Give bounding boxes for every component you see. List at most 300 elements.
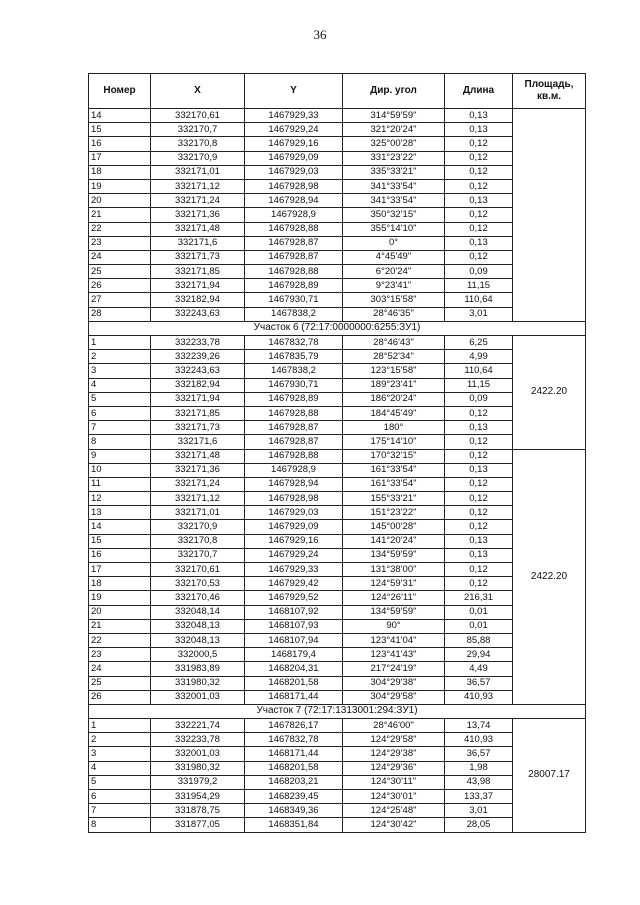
coordinates-table: [88, 73, 586, 833]
coord-x: 332170,7: [151, 548, 245, 562]
coord-x: 332001,03: [151, 747, 245, 761]
segment-length: 11,15: [445, 378, 513, 392]
table-row: [89, 690, 586, 704]
table-row: [89, 747, 586, 761]
table-row: [89, 804, 586, 818]
coord-y: 1467928,88: [245, 449, 343, 463]
segment-length: 6,25: [445, 336, 513, 350]
coord-x: 332171,24: [151, 194, 245, 208]
point-number: 5: [89, 392, 151, 406]
table-body: [89, 109, 586, 833]
direction-angle: 335°33'21": [343, 165, 445, 179]
point-number: 13: [89, 506, 151, 520]
coord-y: 1467929,33: [245, 563, 343, 577]
direction-angle: 123°15'58": [343, 364, 445, 378]
area-value: [513, 109, 586, 322]
coord-x: 332170,8: [151, 137, 245, 151]
segment-length: 3,01: [445, 307, 513, 321]
coord-x: 332048,13: [151, 633, 245, 647]
table-row: [89, 563, 586, 577]
segment-length: 0,12: [445, 577, 513, 591]
direction-angle: 304°29'58": [343, 690, 445, 704]
coord-x: 332243,63: [151, 307, 245, 321]
coord-x: 332182,94: [151, 378, 245, 392]
point-number: 11: [89, 477, 151, 491]
coord-x: 331877,05: [151, 818, 245, 832]
point-number: 18: [89, 165, 151, 179]
table-row: [89, 293, 586, 307]
direction-angle: 175°14'10": [343, 435, 445, 449]
segment-length: 0,09: [445, 392, 513, 406]
coord-y: 1467928,98: [245, 492, 343, 506]
table-row: [89, 222, 586, 236]
coord-y: 1467928,98: [245, 179, 343, 193]
segment-length: 43,98: [445, 775, 513, 789]
table-row: [89, 520, 586, 534]
direction-angle: 134°59'59": [343, 548, 445, 562]
coord-y: 1467826,17: [245, 719, 343, 733]
point-number: 23: [89, 648, 151, 662]
coord-y: 1468351,84: [245, 818, 343, 832]
segment-length: 0,12: [445, 137, 513, 151]
coord-y: 1468171,44: [245, 747, 343, 761]
direction-angle: 124°59'31": [343, 577, 445, 591]
point-number: 16: [89, 548, 151, 562]
direction-angle: 131°38'00": [343, 563, 445, 577]
coord-y: 1468107,94: [245, 633, 343, 647]
table-row: [89, 676, 586, 690]
segment-length: 0,12: [445, 179, 513, 193]
table-row: [89, 179, 586, 193]
point-number: 28: [89, 307, 151, 321]
table-row: [89, 619, 586, 633]
coord-x: 332171,24: [151, 477, 245, 491]
point-number: 3: [89, 364, 151, 378]
table-row: [89, 435, 586, 449]
segment-length: 0,12: [445, 151, 513, 165]
header-number: Номер: [89, 74, 151, 109]
point-number: 12: [89, 492, 151, 506]
segment-length: 0,12: [445, 449, 513, 463]
table-row: [89, 633, 586, 647]
coord-y: 1467928,88: [245, 406, 343, 420]
segment-length: 0,13: [445, 194, 513, 208]
page-number: 36: [313, 27, 327, 42]
point-number: 20: [89, 194, 151, 208]
table-header: [89, 74, 586, 109]
segment-length: 1,98: [445, 761, 513, 775]
point-number: 3: [89, 747, 151, 761]
direction-angle: 6°20'24": [343, 265, 445, 279]
direction-angle: 303°15'58": [343, 293, 445, 307]
coord-x: 332170,53: [151, 577, 245, 591]
segment-length: 0,13: [445, 548, 513, 562]
coord-x: 332048,14: [151, 605, 245, 619]
point-number: 6: [89, 790, 151, 804]
coord-y: 1467928,87: [245, 435, 343, 449]
segment-length: 13,74: [445, 719, 513, 733]
coord-x: 332221,74: [151, 719, 245, 733]
section-title: Участок 6 (72:17:0000000:6255:ЗУ1): [89, 321, 586, 335]
table-row: [89, 662, 586, 676]
coord-x: 332170,7: [151, 123, 245, 137]
table-row: [89, 492, 586, 506]
table-row: [89, 463, 586, 477]
segment-length: 0,13: [445, 421, 513, 435]
segment-length: 0,12: [445, 563, 513, 577]
direction-angle: 124°29'58": [343, 733, 445, 747]
table-row: [89, 719, 586, 733]
coord-x: 332171,48: [151, 449, 245, 463]
area-value: 28007.17: [513, 719, 586, 833]
direction-angle: 28°52'34": [343, 350, 445, 364]
direction-angle: 304°29'38": [343, 676, 445, 690]
coord-x: 332048,13: [151, 619, 245, 633]
direction-angle: 180°: [343, 421, 445, 435]
direction-angle: 124°30'01": [343, 790, 445, 804]
coord-x: 332171,01: [151, 506, 245, 520]
segment-length: 0,12: [445, 435, 513, 449]
point-number: 22: [89, 222, 151, 236]
segment-length: 0,12: [445, 165, 513, 179]
direction-angle: 155°33'21": [343, 492, 445, 506]
segment-length: 0,13: [445, 236, 513, 250]
coord-x: 332171,36: [151, 208, 245, 222]
point-number: 4: [89, 378, 151, 392]
coord-x: 332239,26: [151, 350, 245, 364]
direction-angle: 0°: [343, 236, 445, 250]
point-number: 18: [89, 577, 151, 591]
coord-x: 332001,03: [151, 690, 245, 704]
direction-angle: 124°29'36": [343, 761, 445, 775]
coord-x: 332171,94: [151, 279, 245, 293]
coord-y: 1467928,88: [245, 222, 343, 236]
coord-x: 332171,6: [151, 236, 245, 250]
coord-x: 331878,75: [151, 804, 245, 818]
point-number: 9: [89, 449, 151, 463]
coord-y: 1467929,33: [245, 109, 343, 123]
coord-y: 1468201,58: [245, 676, 343, 690]
point-number: 14: [89, 109, 151, 123]
coord-x: 332171,12: [151, 179, 245, 193]
coord-x: 332000,5: [151, 648, 245, 662]
coord-y: 1467928,94: [245, 194, 343, 208]
coord-y: 1467928,89: [245, 392, 343, 406]
coord-x: 331980,32: [151, 676, 245, 690]
coord-x: 331979,2: [151, 775, 245, 789]
coord-y: 1467835,79: [245, 350, 343, 364]
direction-angle: 189°23'41": [343, 378, 445, 392]
table-row: [89, 208, 586, 222]
point-number: 19: [89, 591, 151, 605]
direction-angle: 341°33'54": [343, 179, 445, 193]
point-number: 14: [89, 520, 151, 534]
segment-length: 4,99: [445, 350, 513, 364]
point-number: 24: [89, 250, 151, 264]
segment-length: 110,64: [445, 293, 513, 307]
table-row: [89, 109, 586, 123]
point-number: 22: [89, 633, 151, 647]
segment-length: 36,57: [445, 747, 513, 761]
point-number: 17: [89, 151, 151, 165]
direction-angle: 314°59'59": [343, 109, 445, 123]
coord-x: 332171,94: [151, 392, 245, 406]
point-number: 16: [89, 137, 151, 151]
coord-x: 332170,8: [151, 534, 245, 548]
table-row: [89, 534, 586, 548]
coord-x: 332171,85: [151, 406, 245, 420]
direction-angle: 161°33'54": [343, 463, 445, 477]
segment-length: 0,12: [445, 406, 513, 420]
coord-y: 1468203,21: [245, 775, 343, 789]
table-row: [89, 279, 586, 293]
direction-angle: 145°00'28": [343, 520, 445, 534]
direction-angle: 350°32'15": [343, 208, 445, 222]
coord-x: 332170,46: [151, 591, 245, 605]
table-row: [89, 123, 586, 137]
coord-x: 332171,6: [151, 435, 245, 449]
coord-x: 332171,73: [151, 250, 245, 264]
direction-angle: 186°20'24": [343, 392, 445, 406]
segment-length: 0,13: [445, 123, 513, 137]
header-angle: Дир. угол: [343, 74, 445, 109]
coord-x: 332171,01: [151, 165, 245, 179]
direction-angle: 124°30'11": [343, 775, 445, 789]
coord-y: 1467929,52: [245, 591, 343, 605]
coord-x: 332182,94: [151, 293, 245, 307]
point-number: 7: [89, 804, 151, 818]
table-row: [89, 449, 586, 463]
coord-y: 1467928,88: [245, 265, 343, 279]
segment-length: 216,31: [445, 591, 513, 605]
coord-y: 1468171,44: [245, 690, 343, 704]
table-row: [89, 265, 586, 279]
coord-y: 1467930,71: [245, 293, 343, 307]
table-row: [89, 336, 586, 350]
direction-angle: 28°46'43": [343, 336, 445, 350]
area-value: 2422.20: [513, 449, 586, 704]
coord-y: 1468204,31: [245, 662, 343, 676]
segment-length: 0,12: [445, 520, 513, 534]
point-number: 6: [89, 406, 151, 420]
coord-y: 1468107,93: [245, 619, 343, 633]
table-row: [89, 775, 586, 789]
table-row: [89, 236, 586, 250]
point-number: 8: [89, 818, 151, 832]
coord-x: 332170,61: [151, 563, 245, 577]
coord-x: 332170,9: [151, 151, 245, 165]
coord-y: 1467929,09: [245, 520, 343, 534]
direction-angle: 325°00'28": [343, 137, 445, 151]
direction-angle: 4°45'49": [343, 250, 445, 264]
table-row: [89, 591, 586, 605]
coord-y: 1468107,92: [245, 605, 343, 619]
segment-length: 0,12: [445, 477, 513, 491]
direction-angle: 217°24'19": [343, 662, 445, 676]
point-number: 15: [89, 534, 151, 548]
coord-y: 1467929,16: [245, 534, 343, 548]
table-row: [89, 818, 586, 832]
coord-x: 331983,89: [151, 662, 245, 676]
direction-angle: 134°59'59": [343, 605, 445, 619]
segment-length: 29,94: [445, 648, 513, 662]
table-row: [89, 761, 586, 775]
area-value: 2422.20: [513, 336, 586, 450]
point-number: 25: [89, 265, 151, 279]
coord-y: 1467832,78: [245, 336, 343, 350]
table-row: [89, 350, 586, 364]
point-number: 21: [89, 208, 151, 222]
section-row: [89, 321, 586, 335]
point-number: 26: [89, 279, 151, 293]
table-row: [89, 790, 586, 804]
coord-y: 1467929,42: [245, 577, 343, 591]
coord-y: 1467929,24: [245, 548, 343, 562]
point-number: 10: [89, 463, 151, 477]
point-number: 27: [89, 293, 151, 307]
table-row: [89, 733, 586, 747]
table-row: [89, 378, 586, 392]
coord-x: 331980,32: [151, 761, 245, 775]
segment-length: 0,13: [445, 463, 513, 477]
direction-angle: 321°20'24": [343, 123, 445, 137]
coord-y: 1467928,9: [245, 208, 343, 222]
coord-y: 1467929,03: [245, 506, 343, 520]
point-number: 21: [89, 619, 151, 633]
coord-x: 332171,73: [151, 421, 245, 435]
coord-x: 332171,48: [151, 222, 245, 236]
table-row: [89, 605, 586, 619]
coord-y: 1467928,87: [245, 236, 343, 250]
segment-length: 410,93: [445, 690, 513, 704]
segment-length: 11,15: [445, 279, 513, 293]
direction-angle: 123°41'43": [343, 648, 445, 662]
coord-y: 1467929,03: [245, 165, 343, 179]
point-number: 8: [89, 435, 151, 449]
coord-y: 1468349,36: [245, 804, 343, 818]
segment-length: 28,05: [445, 818, 513, 832]
coord-y: 1467928,87: [245, 421, 343, 435]
segment-length: 0,12: [445, 222, 513, 236]
segment-length: 0,01: [445, 619, 513, 633]
segment-length: 0,12: [445, 506, 513, 520]
table-row: [89, 364, 586, 378]
direction-angle: 123°41'04": [343, 633, 445, 647]
direction-angle: 90°: [343, 619, 445, 633]
segment-length: 0,01: [445, 605, 513, 619]
table-row: [89, 194, 586, 208]
point-number: 25: [89, 676, 151, 690]
segment-length: 0,12: [445, 492, 513, 506]
direction-angle: 170°32'15": [343, 449, 445, 463]
direction-angle: 331°23'22": [343, 151, 445, 165]
table-row: [89, 648, 586, 662]
coord-y: 1467832,78: [245, 733, 343, 747]
coord-y: 1467929,24: [245, 123, 343, 137]
direction-angle: 124°30'42": [343, 818, 445, 832]
direction-angle: 124°26'11": [343, 591, 445, 605]
coord-x: 332233,78: [151, 336, 245, 350]
table-row: [89, 151, 586, 165]
point-number: 23: [89, 236, 151, 250]
point-number: 1: [89, 719, 151, 733]
direction-angle: 28°46'35": [343, 307, 445, 321]
table-row: [89, 506, 586, 520]
coord-x: 332233,78: [151, 733, 245, 747]
segment-length: 85,88: [445, 633, 513, 647]
segment-length: 0,13: [445, 534, 513, 548]
direction-angle: 28°46'00": [343, 719, 445, 733]
direction-angle: 161°33'54": [343, 477, 445, 491]
coord-y: 1467929,16: [245, 137, 343, 151]
point-number: 17: [89, 563, 151, 577]
coord-x: 332243,63: [151, 364, 245, 378]
point-number: 26: [89, 690, 151, 704]
table-row: [89, 548, 586, 562]
coord-y: 1468239,45: [245, 790, 343, 804]
coord-y: 1467928,87: [245, 250, 343, 264]
segment-length: 110,64: [445, 364, 513, 378]
section-row: [89, 704, 586, 718]
coord-x: 331954,29: [151, 790, 245, 804]
coord-y: 1468201,58: [245, 761, 343, 775]
direction-angle: 341°33'54": [343, 194, 445, 208]
coord-x: 332171,36: [151, 463, 245, 477]
segment-length: 133,37: [445, 790, 513, 804]
table-row: [89, 165, 586, 179]
coord-x: 332170,61: [151, 109, 245, 123]
coord-y: 1467929,09: [245, 151, 343, 165]
segment-length: 0,12: [445, 250, 513, 264]
point-number: 2: [89, 350, 151, 364]
header-area: Площадь, кв.м.: [513, 74, 586, 109]
direction-angle: 151°23'22": [343, 506, 445, 520]
header-x: X: [151, 74, 245, 109]
header-length: Длина: [445, 74, 513, 109]
coord-x: 332171,85: [151, 265, 245, 279]
coord-x: 332170,9: [151, 520, 245, 534]
header-y: Y: [245, 74, 343, 109]
point-number: 5: [89, 775, 151, 789]
table-row: [89, 137, 586, 151]
table-row: [89, 307, 586, 321]
segment-length: 4,49: [445, 662, 513, 676]
point-number: 7: [89, 421, 151, 435]
point-number: 24: [89, 662, 151, 676]
point-number: 1: [89, 336, 151, 350]
segment-length: 3,01: [445, 804, 513, 818]
table-row: [89, 577, 586, 591]
direction-angle: 184°45'49": [343, 406, 445, 420]
section-title: Участок 7 (72:17:1313001:294:ЗУ1): [89, 704, 586, 718]
point-number: 4: [89, 761, 151, 775]
segment-length: 410,93: [445, 733, 513, 747]
table-row: [89, 477, 586, 491]
segment-length: 36,57: [445, 676, 513, 690]
direction-angle: 9°23'41": [343, 279, 445, 293]
point-number: 15: [89, 123, 151, 137]
direction-angle: 124°25'48": [343, 804, 445, 818]
coord-y: 1467838,2: [245, 364, 343, 378]
coord-y: 1468179,4: [245, 648, 343, 662]
point-number: 19: [89, 179, 151, 193]
table-row: [89, 392, 586, 406]
coord-y: 1467928,94: [245, 477, 343, 491]
coord-y: 1467838,2: [245, 307, 343, 321]
segment-length: 0,09: [445, 265, 513, 279]
table-row: [89, 406, 586, 420]
direction-angle: 124°29'38": [343, 747, 445, 761]
